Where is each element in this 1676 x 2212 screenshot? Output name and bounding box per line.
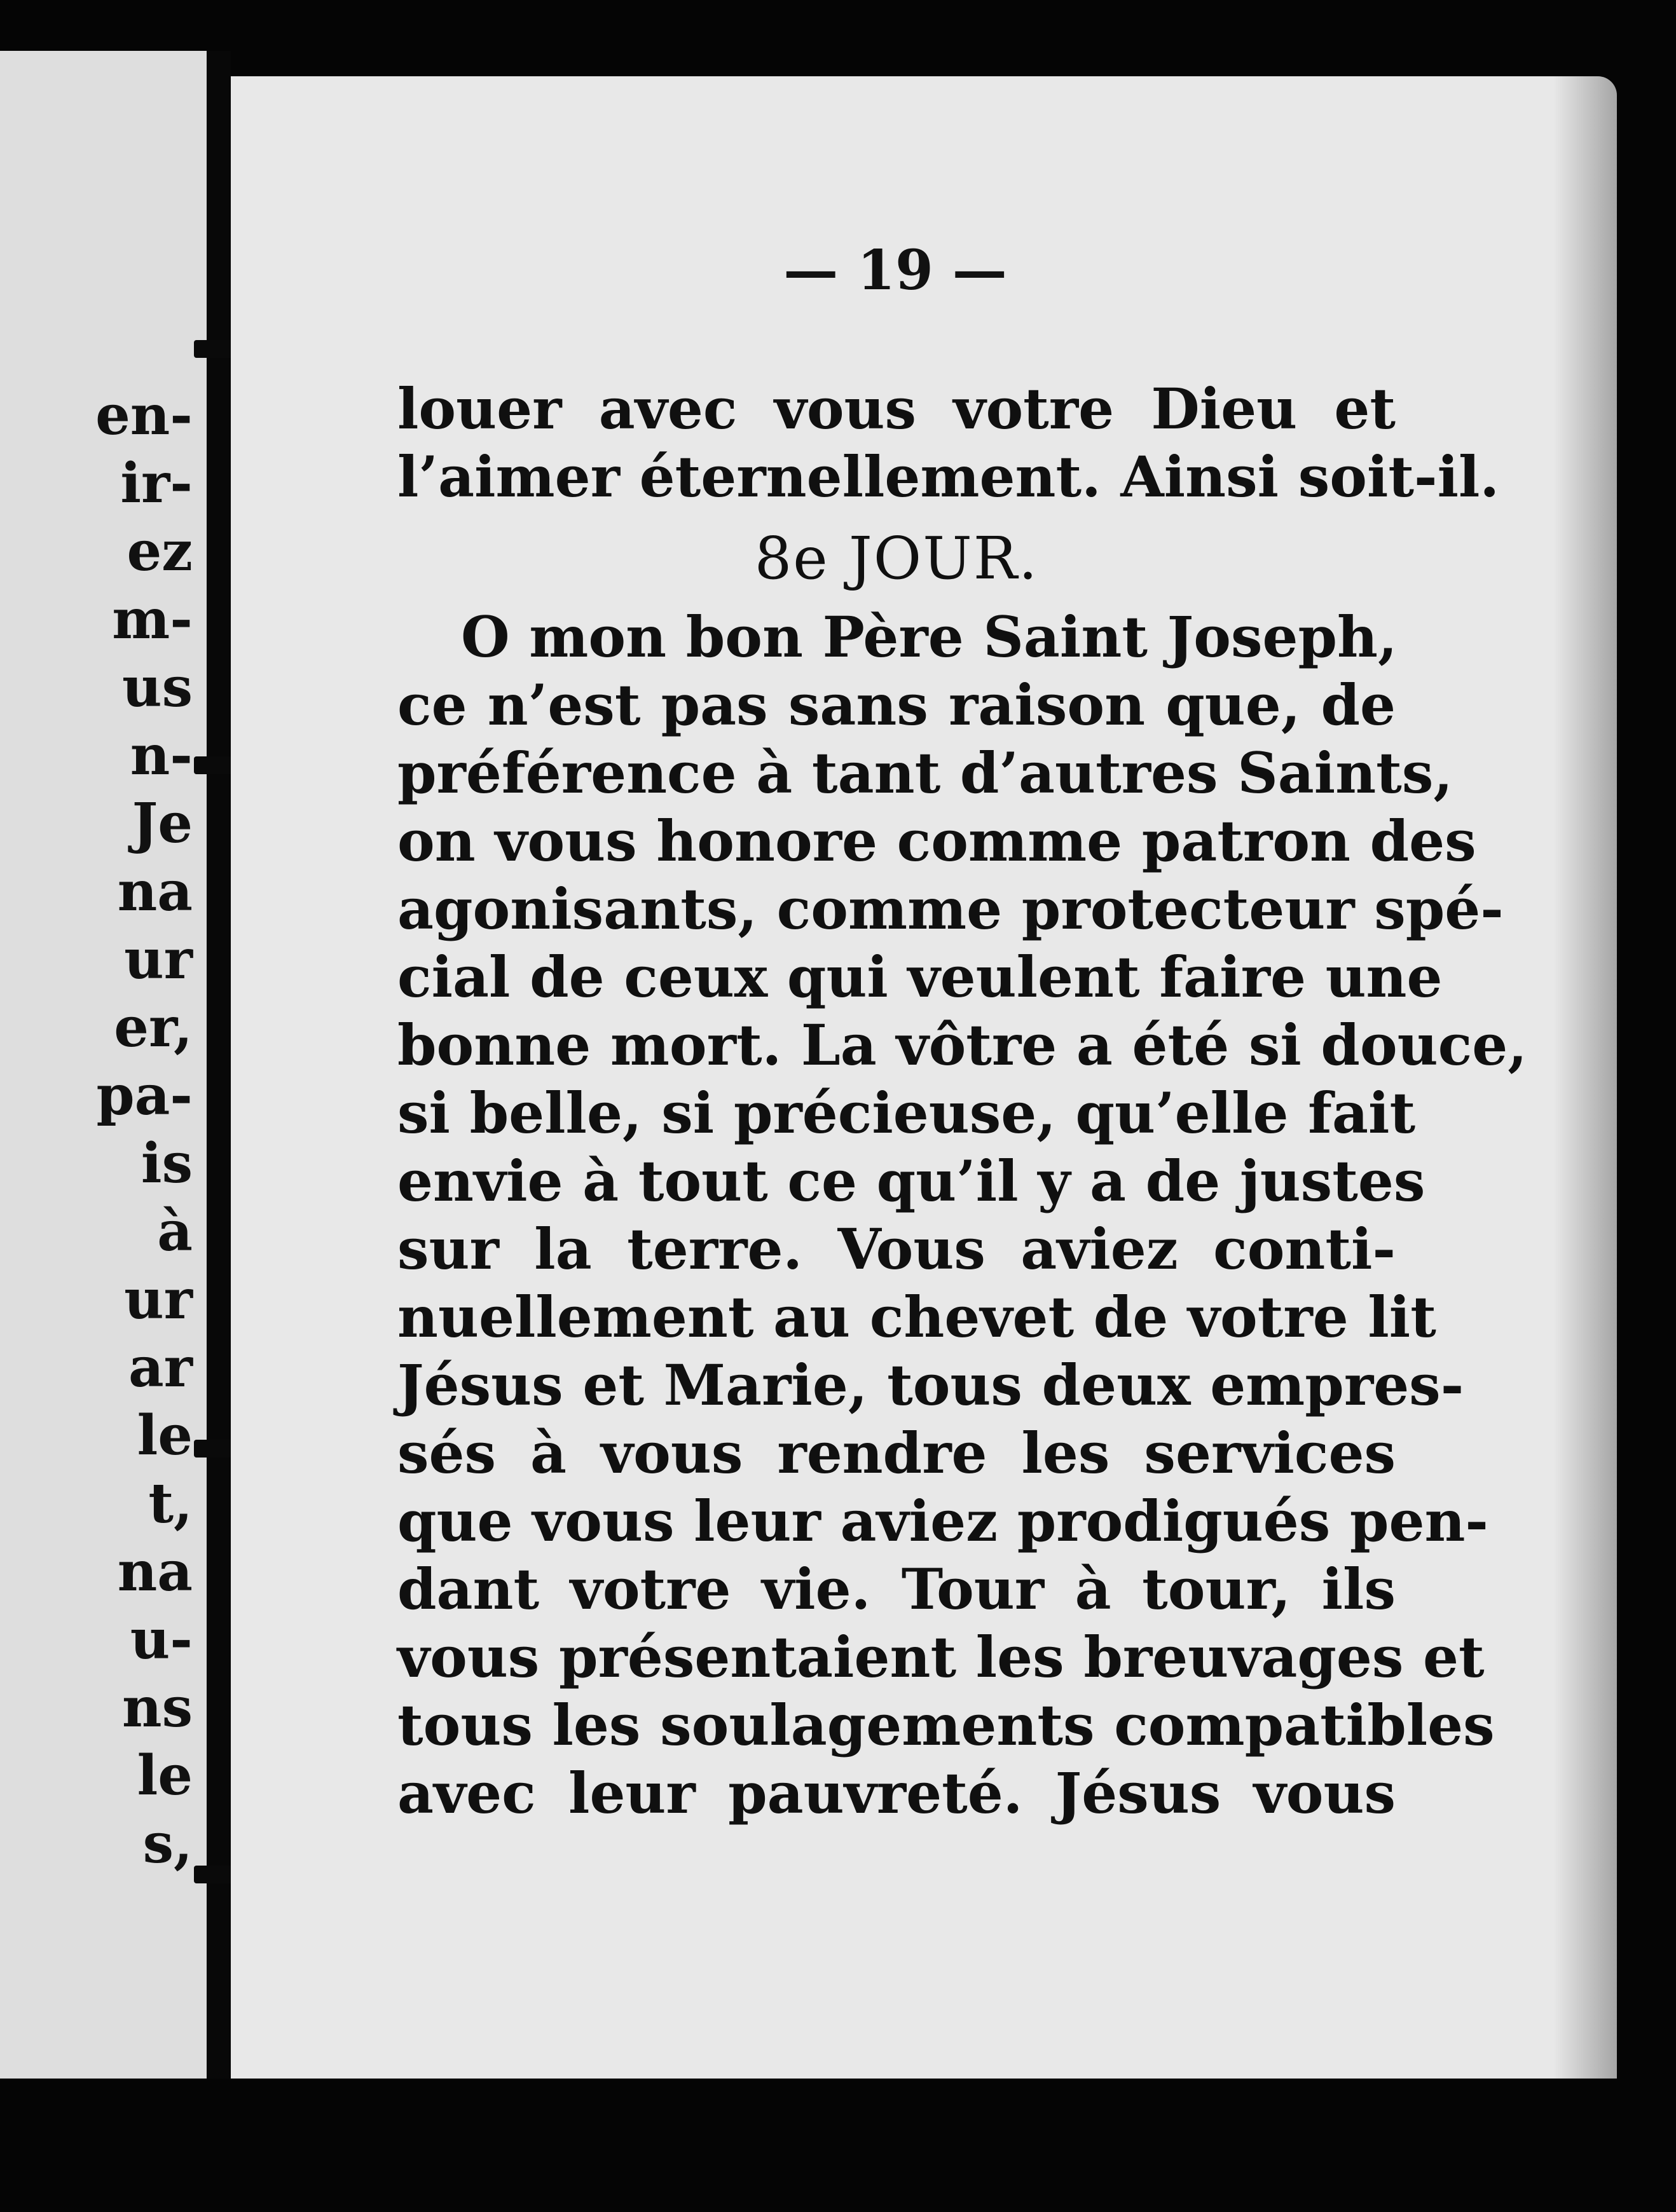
text-line: si belle, si précieuse, qu’elle fait [397,1080,1416,1146]
left-fragment: à [157,1199,193,1264]
page-edge-shadow [1553,76,1617,2079]
left-fragment: t, [148,1471,193,1536]
page-text [397,375,1527,1827]
text-line: O mon bon Père Saint Joseph, [461,604,1398,670]
left-fragment: m- [112,587,193,652]
left-fragment: er, [114,995,193,1060]
left-fragment: pa- [96,1063,193,1128]
left-fragment: en- [95,383,193,447]
left-fragment: us [122,655,193,720]
text-line: l’aimer éternellement. Ainsi soit-il. [397,444,1500,510]
left-page-text-fragments [95,381,193,1878]
left-fragment: ur [124,927,193,992]
text-line: que vous leur aviez prodigués pen- [397,1488,1488,1554]
text-line: sés à vous rendre les services [397,1420,1396,1486]
text-line: cial de ceux qui veulent faire une [397,944,1443,1010]
text-line: préférence à tant d’autres Saints, [397,740,1453,806]
text-line: sur la terre. Vous aviez conti- [397,1216,1396,1282]
text-line: on vous honore comme patron des [397,808,1476,874]
left-fragment: s, [142,1812,193,1876]
left-page [0,51,207,2079]
text-line: bonne mort. La vôtre a été si douce, [397,1012,1527,1078]
text-line: Jésus et Marie, tous deux empres- [397,1352,1464,1418]
day-heading: 8e JOUR. [754,524,1039,592]
left-fragment: le [137,1403,193,1468]
left-fragment: le [137,1744,193,1808]
left-fragment: ar [128,1335,193,1400]
text-line: ce n’est pas sans raison que, de [397,672,1396,738]
left-fragment: na [117,859,193,924]
text-line: tous les soulagements compatibles [397,1692,1495,1758]
left-fragment: u- [130,1608,193,1672]
left-fragment: ir- [120,451,193,515]
right-page [231,76,1617,2079]
left-fragment: na [117,1540,193,1604]
text-line: nuellement au chevet de votre lit [397,1284,1436,1350]
page-number: — 19 — [783,238,1007,303]
left-fragment: ur [124,1267,193,1332]
left-fragment: n- [130,723,193,788]
text-line: louer avec vous votre Dieu et [397,376,1396,442]
text-line: avec leur pauvreté. Jésus vous [397,1760,1396,1826]
left-fragment: ns [122,1676,193,1740]
text-line: agonisants, comme protecteur spé- [397,876,1504,942]
text-line: vous présentaient les breuvages et [397,1624,1485,1690]
left-fragment: Je [132,791,193,856]
text-line: dant votre vie. Tour à tour, ils [397,1556,1396,1622]
text-line: envie à tout ce qu’il y a de justes [397,1148,1425,1214]
prayer-paragraph [397,603,1527,1827]
left-fragment: ez [127,519,193,584]
left-fragment: is [141,1131,193,1196]
